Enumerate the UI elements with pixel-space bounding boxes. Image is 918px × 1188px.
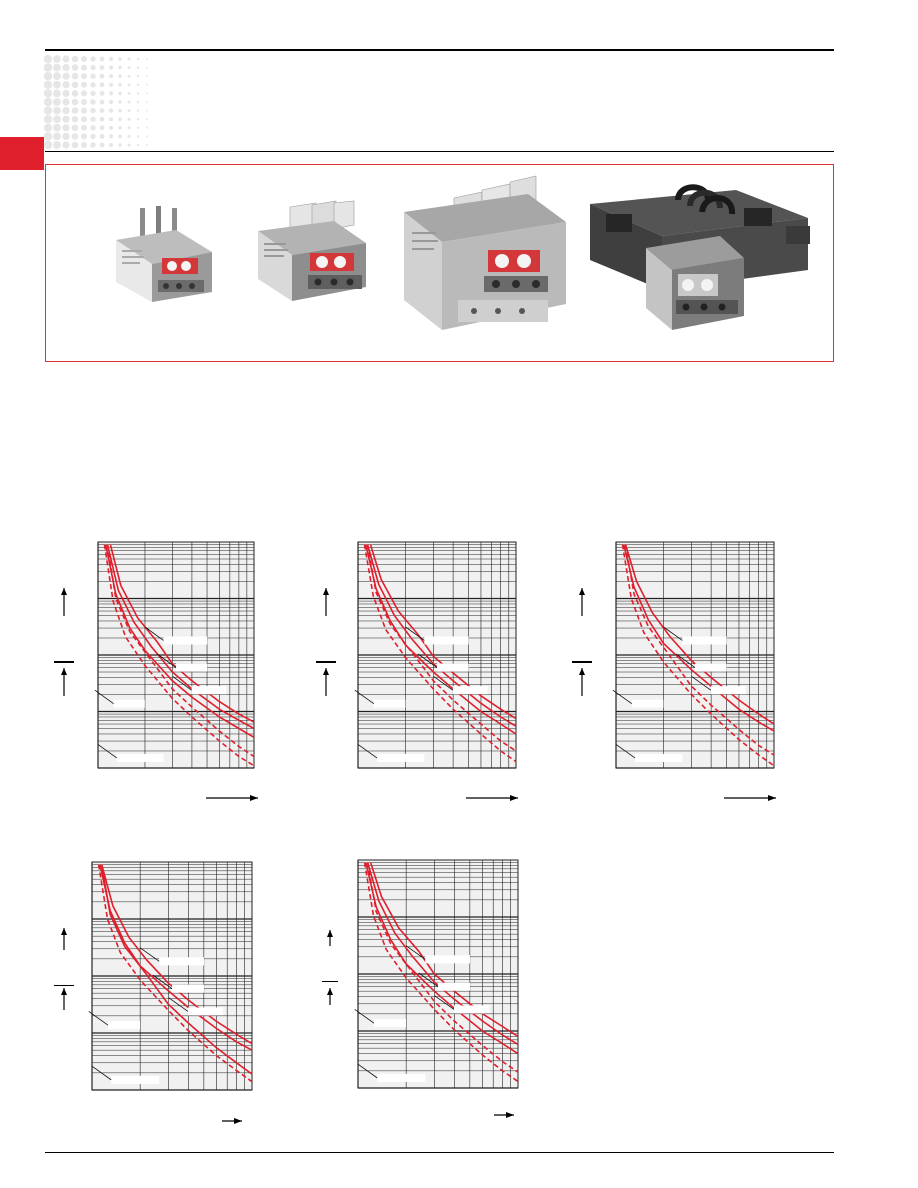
axis-arrowhead: [61, 668, 67, 675]
fraction-bar: [572, 661, 592, 663]
axis-arrowhead: [768, 795, 776, 801]
axis-arrowhead: [61, 928, 67, 935]
fraction-bar: [54, 985, 74, 986]
fraction-bar: [322, 981, 338, 982]
axis-arrowhead: [327, 988, 333, 995]
fraction-bar: [54, 661, 74, 663]
axis-arrowhead: [323, 588, 329, 595]
axis-arrowhead: [506, 1112, 514, 1118]
axis-arrowhead: [323, 668, 329, 675]
fraction-bar: [316, 661, 336, 663]
axis-arrowhead: [579, 588, 585, 595]
axis-arrowhead: [250, 795, 258, 801]
axis-arrowhead: [234, 1118, 242, 1124]
axis-arrowhead: [61, 988, 67, 995]
axis-arrowhead: [510, 795, 518, 801]
axis-arrowhead: [61, 588, 67, 595]
axis-arrowhead: [327, 930, 333, 937]
axis-arrowhead: [579, 668, 585, 675]
